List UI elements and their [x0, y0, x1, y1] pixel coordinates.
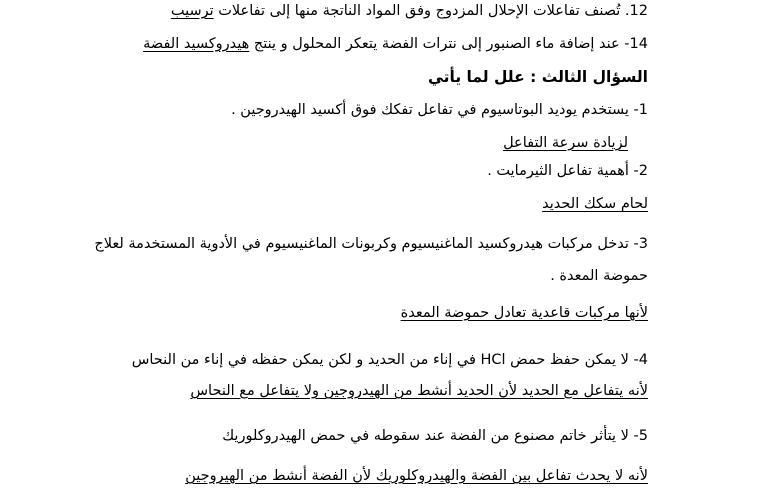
question-14: [143, 34, 648, 54]
item-5-answer: لأنه لا يحدث تفاعل بين الفضة والهيدروكلوريك لأن الفضة أنشط من الهيروجين: [185, 468, 648, 484]
item-2-question: 2- أهمية تفاعل الثيرمايت .: [487, 163, 648, 179]
question-14-text: 14- عند إضافة ماء الصنبور إلى نترات الفضة يتعكر المحلول و ينتج: [253, 36, 648, 52]
item-1-question: 1- يستخدم يوديد البوتاسيوم في تفاعل تفكك فوق أكسيد الهيدروجين .: [231, 102, 648, 118]
question-12-answer: ترسيب: [170, 3, 214, 19]
item-3-question-line-2: حموضة المعدة .: [550, 268, 648, 284]
question-12-text: 12. تُصنف تفاعلات الإحلال المزدوج وفق المواد الناتجة منها إلى تفاعلات: [218, 3, 648, 19]
question-12: [171, 1, 648, 21]
item-3-answer: لأنها مركبات قاعدية تعادل حموضة المعدة: [400, 305, 648, 321]
item-1-answer: لزيادة سرعة التفاعل: [503, 135, 628, 151]
item-5-question: 5- لا يتأثر خاتم مصنوع من الفضة عند سقوطه في حمض الهيدروكلوريك: [222, 428, 648, 444]
item-4-question: 4- لا يمكن حفظ حمض HCl في إناء من الحديد و لكن يمكن حفظه في إناء من النحاس: [131, 352, 648, 368]
item-2-answer: لحام سكك الحديد: [542, 196, 648, 212]
item-3-question-line-1: 3- تدخل مركبات هيدروكسيد الماغنيسيوم وكربونات الماغنيسيوم في الأدوية المستخدمة لعلاج: [94, 236, 648, 252]
item-4-answer: لأنه يتفاعل مع الحديد لأن الحديد أنشط من الهيدروجين ولا يتفاعل مع النحاس: [190, 383, 648, 399]
section-title: السؤال الثالث : علل لما يأتي: [428, 68, 648, 86]
question-14-answer: هيدروكسيد الفضة: [143, 36, 250, 52]
